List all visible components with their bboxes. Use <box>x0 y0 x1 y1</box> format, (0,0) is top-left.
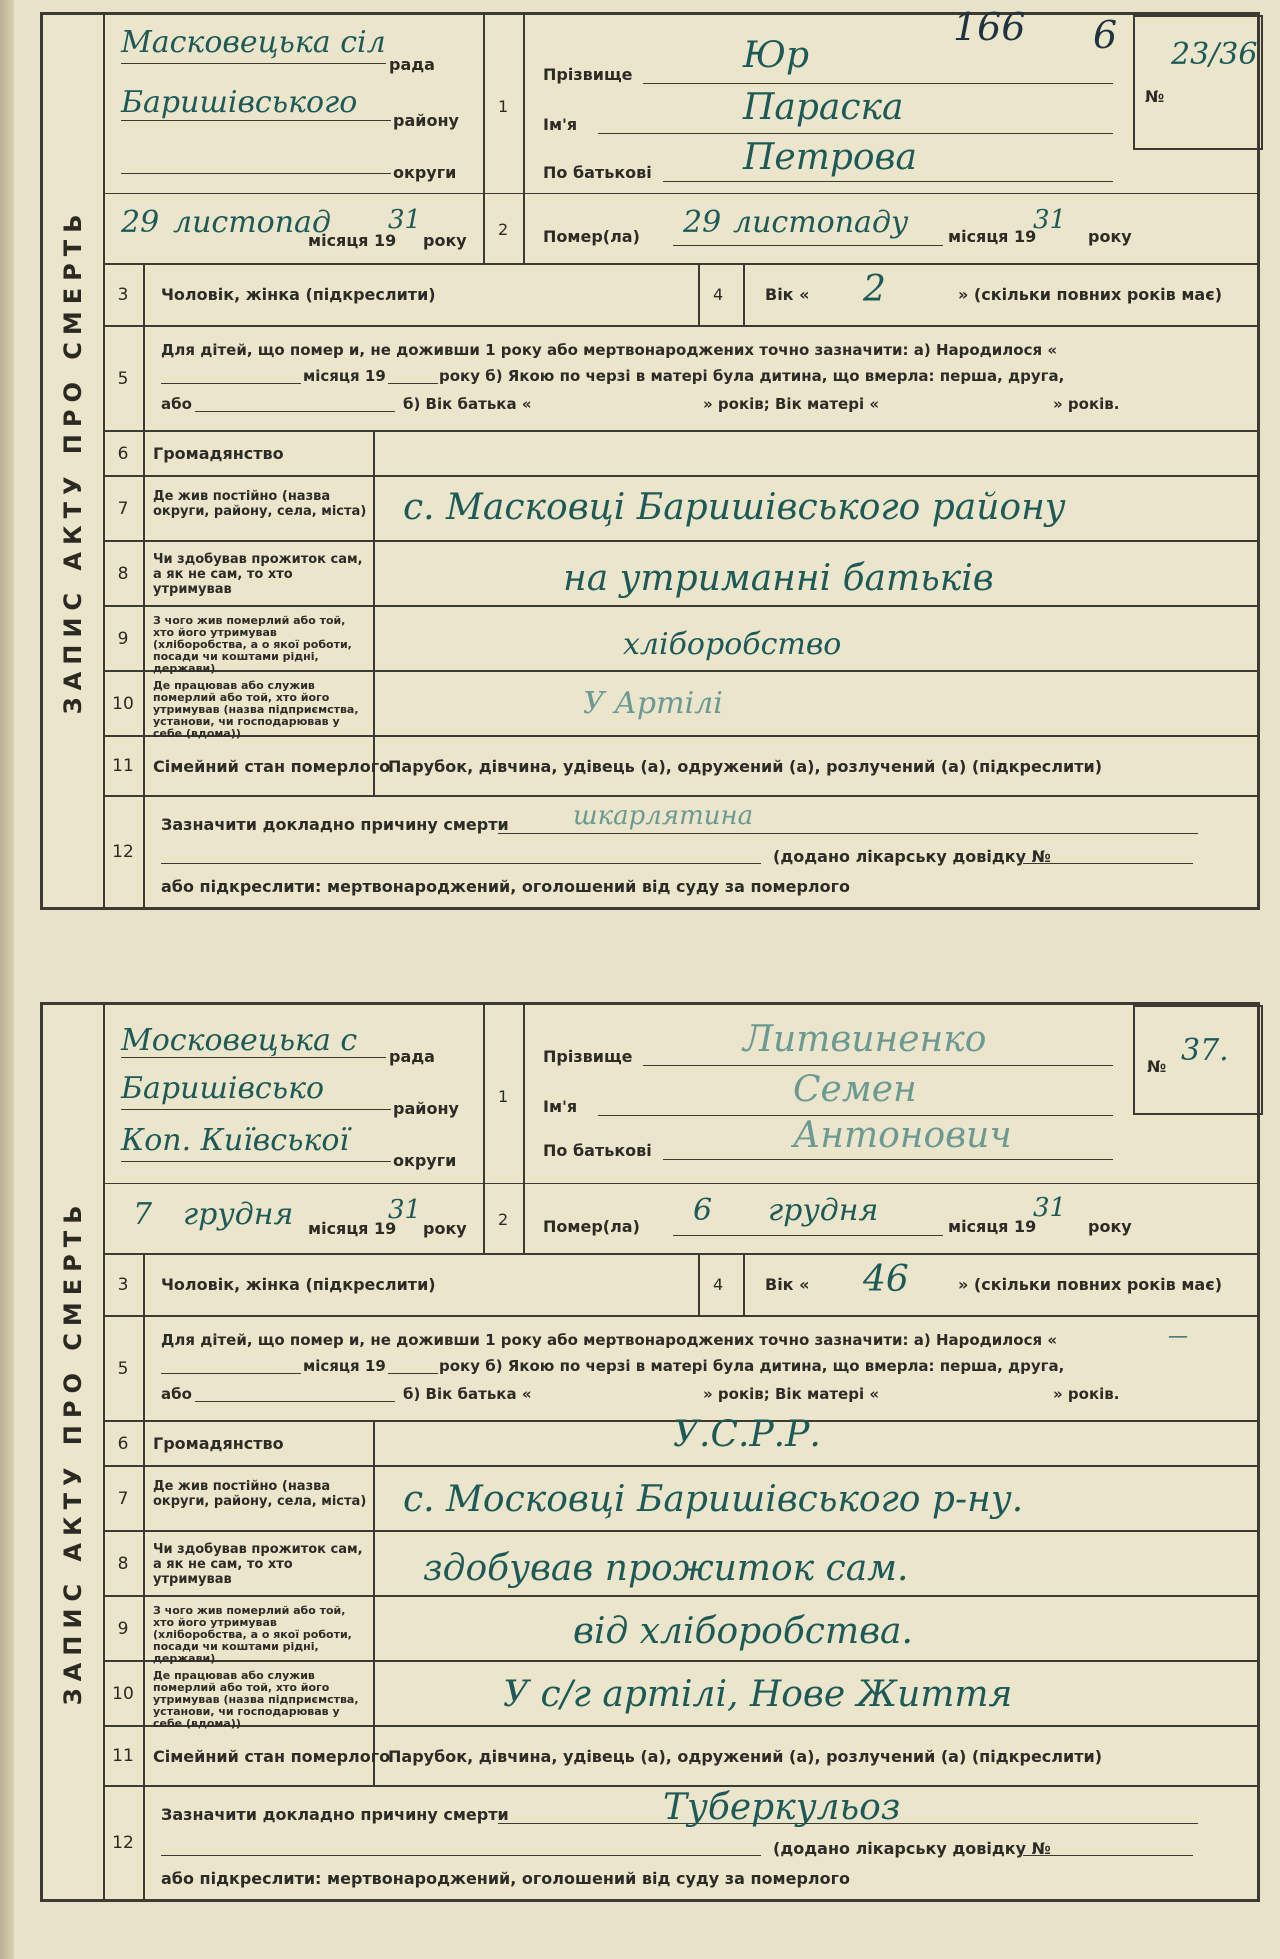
okruhy-label: округи <box>393 1151 457 1170</box>
raion-label: району <box>393 111 459 130</box>
raion-label: району <box>393 1099 459 1118</box>
record-number-box <box>1133 15 1263 150</box>
surname-label: Прізвище <box>543 1047 633 1066</box>
row-number: 10 <box>103 1662 145 1725</box>
workplace-value: У с/г артілі, Нове Життя <box>503 1674 1013 1715</box>
row-citizenship <box>103 432 1257 477</box>
row-cause <box>103 797 1257 907</box>
child-line-3d: » років. <box>1053 395 1120 413</box>
row-number: 7 <box>103 477 145 540</box>
header-block <box>103 5 1258 265</box>
rada-value: Московецька с <box>121 1023 358 1058</box>
child-line-2a: місяця 19 <box>303 1357 386 1375</box>
name-value: Семен <box>793 1069 917 1110</box>
row-cause <box>103 1787 1257 1899</box>
surname-value: Литвиненко <box>743 1019 987 1060</box>
cause-label: Зазначити докладно причину смерти <box>161 815 509 834</box>
certificate-label: (додано лікарську довідку № <box>773 847 1051 866</box>
row-number: 8 <box>103 542 145 605</box>
name-value: Параска <box>743 87 904 128</box>
row-residence <box>103 1467 1257 1532</box>
death-month: грудня <box>768 1193 879 1228</box>
family-label: Сімейний стан померлого <box>153 757 391 776</box>
death-year: 31 <box>1033 205 1067 235</box>
reg-month: листопад <box>173 205 331 240</box>
child-line-3c: » років; Вік матері « <box>703 1385 880 1403</box>
age-label: Вік « <box>765 285 810 304</box>
stillborn-label: або підкреслити: мертвонароджений, оголошений від суду за померлого <box>161 877 850 896</box>
residence-value: с. Масковці Баришівського району <box>403 487 1066 528</box>
certificate-label: (додано лікарську довідку № <box>773 1839 1051 1858</box>
row-child <box>103 327 1257 432</box>
patronymic-value: Петрова <box>743 137 917 178</box>
workplace-value: У Артілі <box>583 686 723 721</box>
child-line-3d: » років. <box>1053 1385 1120 1403</box>
livelihood-label: Чи здобував прожиток сам, а як не сам, то хто утримував <box>153 1542 363 1587</box>
row-sex-age <box>103 265 1257 327</box>
child-line-1: Для дітей, що помер и, не доживши 1 року або мертвонароджених точно зазначити: а) Народилося « <box>161 1331 1058 1349</box>
record-number: 37. <box>1181 1033 1229 1068</box>
citizenship-label: Громадянство <box>153 1434 284 1453</box>
residence-value: с. Московці Баришівського р-ну. <box>403 1479 1024 1520</box>
source-label: З чого жив померлий або той, хто його утримував (хліборобства, а о якої роботи, посади чи коштами рідні, держави) <box>153 1604 352 1665</box>
name-label: Ім'я <box>543 1097 578 1116</box>
source-label: З чого жив померлий або той, хто його утримував (хліборобства, а о якої роботи, посади чи коштами рідні, держави) <box>153 614 352 675</box>
row-residence <box>103 477 1257 542</box>
row-number: 12 <box>103 1787 145 1899</box>
residence-label: Де жив постійно (назва округи, району, села, міста) <box>153 1479 367 1509</box>
death-record-2 <box>40 1002 1260 1902</box>
patronymic-label: По батькові <box>543 1141 652 1160</box>
row-number: 1 <box>498 97 509 116</box>
death-month: листопаду <box>733 205 909 240</box>
row-sex-age <box>103 1255 1257 1317</box>
family-label: Сімейний стан померлого <box>153 1747 391 1766</box>
child-line-1: Для дітей, що помер и, не доживши 1 року або мертвонароджених точно зазначити: а) Народилося « <box>161 341 1058 359</box>
row-number: 11 <box>103 737 145 795</box>
row-number: 5 <box>103 1317 145 1420</box>
row-number: 9 <box>103 607 145 670</box>
row-number: 6 <box>103 1422 145 1465</box>
raion-value: Баришівсько <box>121 1071 325 1106</box>
row-family <box>103 737 1257 797</box>
row-workplace <box>103 1662 1257 1730</box>
number-sign: № <box>1145 87 1165 106</box>
record-number: 23/36 <box>1171 37 1258 72</box>
reg-month: грудня <box>183 1197 294 1232</box>
row-number: 7 <box>103 1467 145 1530</box>
citizenship-label: Громадянство <box>153 444 284 463</box>
reg-day: 29 <box>121 205 160 240</box>
row-family <box>103 1727 1257 1787</box>
child-line-2b: року б) Якою по черзі в матері була дитина, що вмерла: перша, друга, <box>439 367 1065 385</box>
reg-roku: року <box>423 1219 467 1238</box>
row-number: 10 <box>103 672 145 735</box>
row-citizenship <box>103 1414 1257 1467</box>
row-number: 9 <box>103 1597 145 1660</box>
row-number: 3 <box>103 1255 145 1315</box>
workplace-label: Де працював або служив померлий або той, хто його утримував (назва підприємства, установи, чи господарював у себе (вдома)) <box>153 679 359 740</box>
surname-value: Юр <box>743 35 810 76</box>
form-title: ЗАПИС АКТУ ПРО СМЕРТЬ <box>59 207 87 715</box>
row-number: 4 <box>713 285 724 304</box>
reg-misiatsia: місяця 19 <box>308 231 397 250</box>
child-born-value: — <box>1168 1323 1188 1347</box>
okruha-value: Коп. Київської <box>121 1123 349 1158</box>
cause-value: шкарлятина <box>573 801 754 831</box>
workplace-label: Де працював або служив померлий або той, хто його утримував (назва підприємства, установи, чи господарював у себе (вдома)) <box>153 1669 359 1730</box>
row-workplace <box>103 672 1257 740</box>
raion-value: Баришівського <box>121 85 358 120</box>
row-source <box>103 607 1257 675</box>
row-number: 4 <box>713 1275 724 1294</box>
death-day: 29 <box>683 205 722 240</box>
row-number: 5 <box>103 327 145 430</box>
child-line-2a: місяця 19 <box>303 367 386 385</box>
family-options: Парубок, дівчина, удівець (а), одружений (а), розлучений (а) (підкреслити) <box>388 1747 1102 1766</box>
surname-label: Прізвище <box>543 65 633 84</box>
number-sign: № <box>1147 1057 1167 1076</box>
death-year: 31 <box>1033 1193 1067 1223</box>
row-number: 1 <box>498 1087 509 1106</box>
child-line-3c: » років; Вік матері « <box>703 395 880 413</box>
row-child <box>103 1317 1257 1422</box>
row-number: 8 <box>103 1532 145 1595</box>
livelihood-label: Чи здобував прожиток сам, а як не сам, то хто утримував <box>153 552 363 597</box>
reg-misiatsia: місяця 19 <box>308 1219 397 1238</box>
source-value: хліборобство <box>623 627 842 662</box>
row-source <box>103 1597 1257 1665</box>
rada-value: Масковецька сіл <box>121 25 386 60</box>
stillborn-label: або підкреслити: мертвонароджений, оголошений від суду за померлого <box>161 1869 850 1888</box>
row-number: 3 <box>103 265 145 325</box>
citizenship-value: У.С.Р.Р. <box>673 1414 821 1455</box>
page-edge <box>0 0 14 1959</box>
corner-mark: 166 <box>953 5 1026 49</box>
sex-label: Чоловік, жінка (підкреслити) <box>161 285 436 304</box>
sidebar <box>43 15 105 907</box>
livelihood-value: здобував прожиток сам. <box>423 1548 909 1589</box>
reg-day: 7 <box>133 1197 153 1232</box>
death-label: Помер(ла) <box>543 227 640 246</box>
death-label: Помер(ла) <box>543 1217 640 1236</box>
form-title: ЗАПИС АКТУ ПРО СМЕРТЬ <box>59 1198 87 1706</box>
name-label: Ім'я <box>543 115 578 134</box>
row-livelihood <box>103 542 1257 607</box>
row-number: 2 <box>498 220 509 239</box>
death-misiatsia: місяця 19 <box>948 1217 1037 1236</box>
reg-year: 31 <box>388 205 422 235</box>
row-number: 11 <box>103 1727 145 1785</box>
row-number: 12 <box>103 797 145 907</box>
reg-year: 31 <box>388 1195 422 1225</box>
age-tail: » (скільки повних років має) <box>958 285 1223 304</box>
child-line-3a: або <box>161 1385 192 1403</box>
patronymic-label: По батькові <box>543 163 652 182</box>
death-record-1 <box>40 5 1260 910</box>
corner-mark: 6 <box>1093 13 1118 57</box>
row-number: 2 <box>498 1210 509 1229</box>
source-value: від хліборобства. <box>573 1611 913 1652</box>
rada-label: рада <box>389 55 435 74</box>
record-number-box <box>1133 1005 1263 1115</box>
age-label: Вік « <box>765 1275 810 1294</box>
livelihood-value: на утриманні батьків <box>563 558 994 599</box>
age-value: 46 <box>863 1259 909 1300</box>
rada-label: рада <box>389 1047 435 1066</box>
child-line-3a: або <box>161 395 192 413</box>
row-number: 6 <box>103 432 145 475</box>
death-misiatsia: місяця 19 <box>948 227 1037 246</box>
header-block <box>103 1005 1257 1255</box>
sidebar <box>43 1005 105 1899</box>
residence-label: Де жив постійно (назва округи, району, села, міста) <box>153 489 367 519</box>
family-options: Парубок, дівчина, удівець (а), одружений (а), розлучений (а) (підкреслити) <box>388 757 1102 776</box>
age-tail: » (скільки повних років має) <box>958 1275 1223 1294</box>
reg-roku: року <box>423 231 467 250</box>
cause-label: Зазначити докладно причину смерти <box>161 1805 509 1824</box>
child-line-3b: б) Вік батька « <box>403 395 532 413</box>
age-value: 2 <box>863 269 886 310</box>
child-line-2b: року б) Якою по черзі в матері була дитина, що вмерла: перша, друга, <box>439 1357 1065 1375</box>
cause-value: Туберкульоз <box>663 1787 901 1828</box>
death-roku: року <box>1088 1217 1132 1236</box>
patronymic-value: Антонович <box>793 1115 1012 1156</box>
death-roku: року <box>1088 227 1132 246</box>
row-livelihood <box>103 1532 1257 1597</box>
okruhy-label: округи <box>393 163 457 182</box>
sex-label: Чоловік, жінка (підкреслити) <box>161 1275 436 1294</box>
death-day: 6 <box>693 1193 713 1228</box>
child-line-3b: б) Вік батька « <box>403 1385 532 1403</box>
